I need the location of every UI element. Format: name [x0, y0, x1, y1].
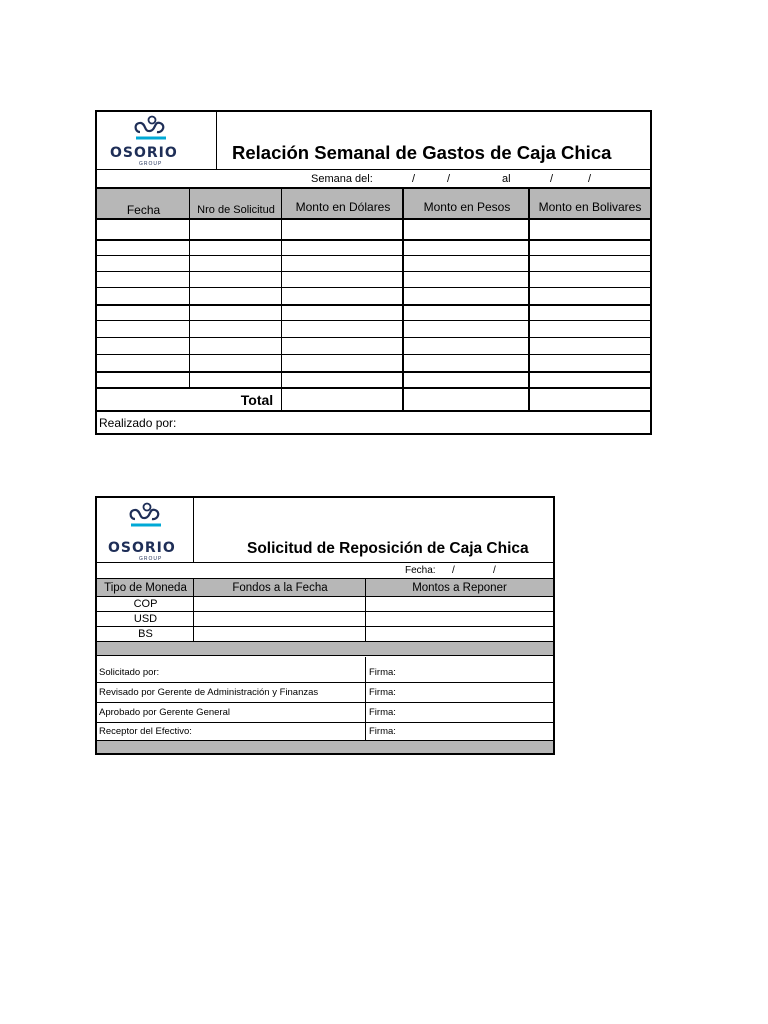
footer-band — [97, 740, 553, 753]
osorio-logo-icon — [132, 114, 172, 142]
currency-bs: BS — [138, 628, 153, 640]
week-sep: / — [588, 172, 592, 185]
fecha-sep: / — [452, 564, 455, 576]
firma-label: Firma: — [369, 726, 396, 737]
col-header-nro-solicitud: Nro de Solicitud — [197, 203, 275, 216]
week-sep: / — [447, 172, 451, 185]
currency-usd: USD — [133, 613, 158, 625]
firma-label: Firma: — [369, 707, 396, 718]
col-header-fondos: Fondos a la Fecha — [232, 581, 328, 594]
col-header-fecha: Fecha — [126, 202, 161, 217]
receptor-label: Receptor del Efectivo: — [99, 726, 192, 737]
col-header-pesos: Monto en Pesos — [423, 199, 511, 214]
weekly-expense-form — [95, 110, 652, 435]
week-label: Semana del: — [311, 172, 373, 185]
col-header-dolares: Monto en Dólares — [295, 199, 391, 214]
fecha-sep: / — [493, 564, 496, 576]
logo-group-text: GROUP — [139, 161, 163, 167]
fecha-label: Fecha: — [405, 564, 436, 576]
form-title: Solicitud de Reposición de Caja Chica — [247, 540, 529, 557]
week-sep: / — [412, 172, 416, 185]
realizado-label: Realizado por: — [99, 416, 177, 430]
form-title: Relación Semanal de Gastos de Caja Chica — [232, 142, 612, 163]
total-label: Total — [240, 391, 274, 408]
firma-label: Firma: — [369, 666, 396, 678]
col-header-tipo-moneda: Tipo de Moneda — [104, 581, 187, 594]
replenishment-request-form — [95, 496, 555, 755]
week-al: al — [502, 172, 511, 185]
logo-group-text: GROUP — [139, 556, 163, 562]
firma-label: Firma: — [369, 687, 396, 698]
revisado-label: Revisado por Gerente de Administración y Finanzas — [99, 687, 319, 698]
separator-band — [97, 642, 553, 656]
week-sep: / — [550, 172, 554, 185]
logo-wordmark: OSORIO — [108, 540, 176, 556]
currency-cop: COP — [133, 598, 158, 610]
osorio-logo-icon — [127, 501, 167, 529]
logo-wordmark: OSORIO — [110, 145, 178, 161]
aprobado-label: Aprobado por Gerente General — [99, 707, 230, 718]
solicitado-label: Solicitado por: — [99, 666, 160, 678]
col-header-montos: Montos a Reponer — [412, 581, 507, 594]
col-header-bolivares: Monto en Bolivares — [538, 199, 642, 214]
